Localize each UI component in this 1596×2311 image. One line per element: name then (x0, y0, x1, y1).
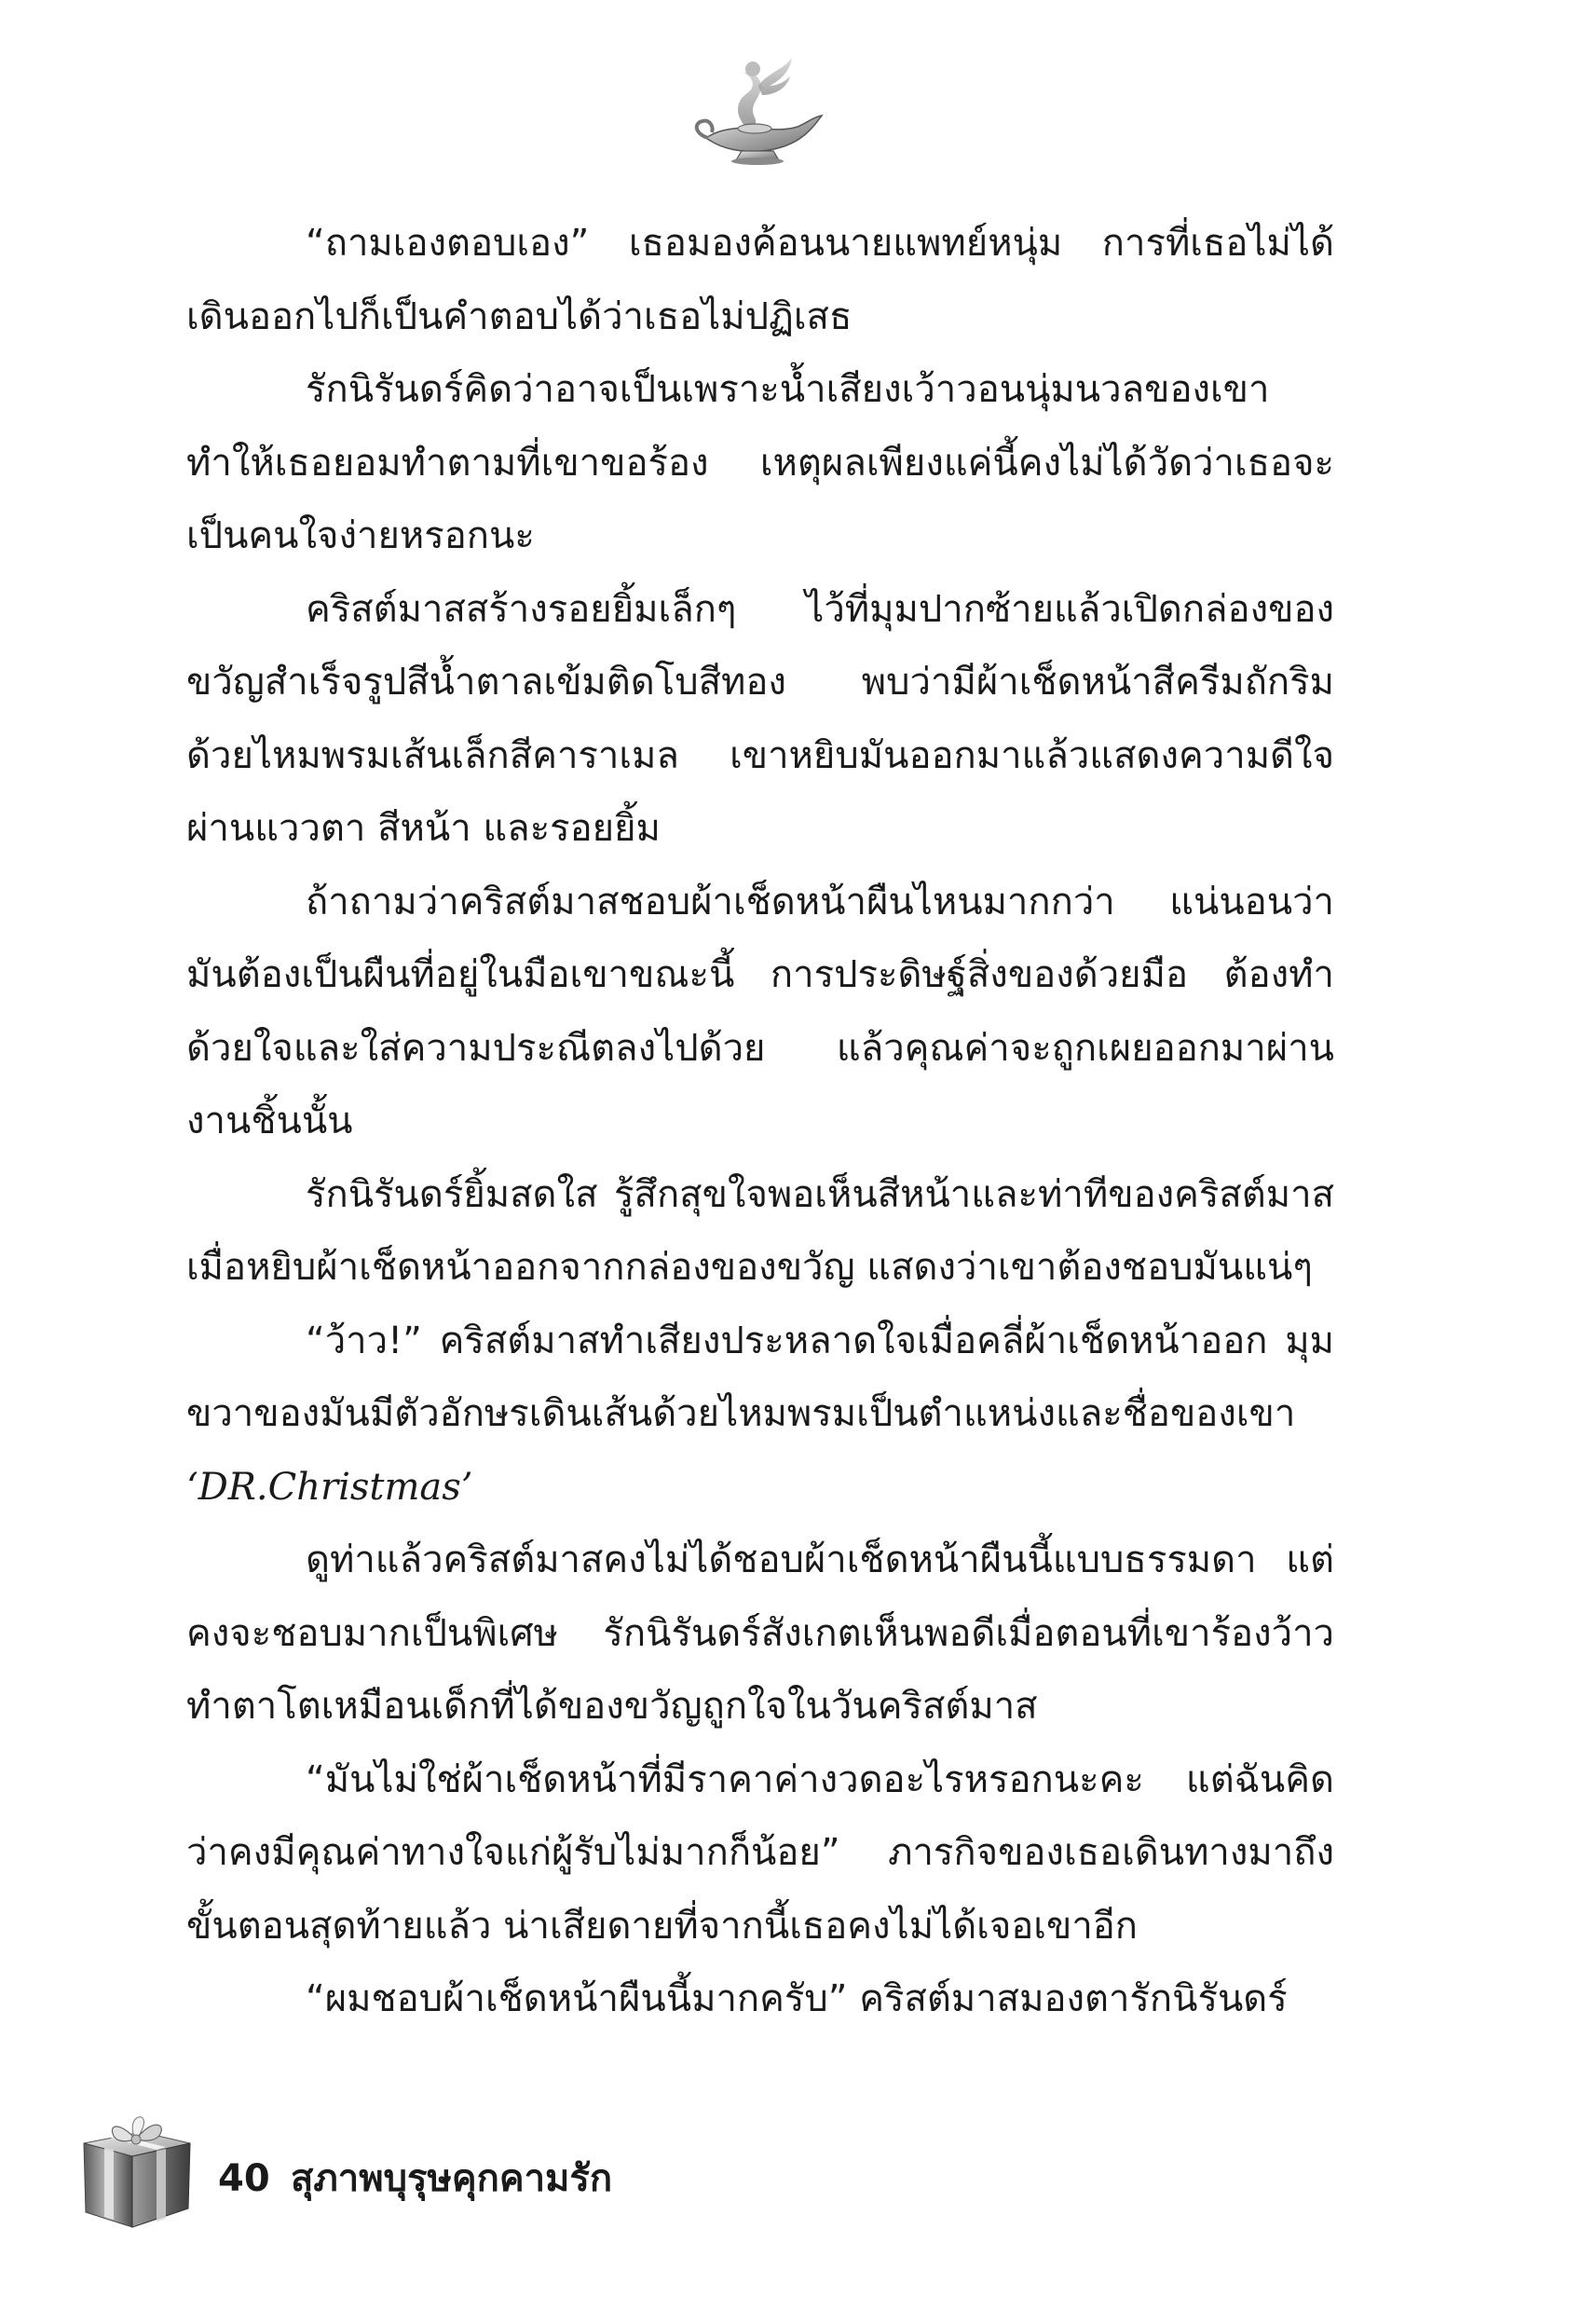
paragraph: ดูท่าแล้วคริสต์มาสคงไม่ได้ชอบผ้าเช็ดหน้าผืนนี้แบบธรรมดา แต่คงจะชอบมากเป็นพิเศษ รักนิรันดร์สังเกตเห็นพอดีเมื่อตอนที่เขาร้องว้าว ทำตาโตเหมือนเด็กที่ได้ของขวัญถูกใจในวันคริสต์มาส (186, 1538, 1334, 1728)
paragraph: “ถามเองตอบเอง” เธอมองค้อนนายแพทย์หนุ่ม การที่เธอไม่ได้เดินออกไปก็เป็นคำตอบได้ว่าเธอไม่ปฏิเสธ (186, 222, 1334, 338)
paragraph: ถ้าถามว่าคริสต์มาสชอบผ้าเช็ดหน้าผืนไหนมากกว่า แน่นอนว่ามันต้องเป็นผืนที่อยู่ในมือเขาขณะนี้ การประดิษฐ์สิ่งของด้วยมือ ต้องทำด้วยใจและใส่ความประณีตลงไปด้วย แล้วคุณค่าจะถูกเผยออกมาผ่านงานชิ้นนั้น (186, 880, 1334, 1142)
paragraph: “ผมชอบผ้าเช็ดหน้าผืนนี้มากครับ” คริสต์มาสมองตารักนิรันดร์ (306, 1977, 1288, 2020)
page-number: 40 (218, 2157, 270, 2200)
page-footer (76, 2104, 915, 2244)
genie-lamp-icon (688, 48, 827, 170)
paragraph: รักนิรันดร์ยิ้มสดใส รู้สึกสุขใจพอเห็นสีหน้าและท่าทีของคริสต์มาสเมื่อหยิบผ้าเช็ดหน้าออกจากกล่องของขวัญ แสดงว่าเขาต้องชอบมันแน่ๆ (186, 1172, 1334, 1289)
body-text (186, 207, 1334, 2036)
book-title: สุภาพบุรุษคุกคามรัก (291, 2157, 613, 2200)
paragraph-text: “ว้าว!” คริสต์มาสทำเสียงประหลาดใจเมื่อคลี่ผ้าเช็ดหน้าออก มุมขวาของมันมีตัวอักษรเดินเส้นด้วยไหมพรมเป็นตำแหน่งและชื่อของเขา (186, 1319, 1334, 1435)
gift-box-icon (76, 2104, 196, 2235)
paragraph: รักนิรันดร์คิดว่าอาจเป็นเพราะน้ำเสียงเว้าวอนนุ่มนวลของเขาทำให้เธอยอมทำตามที่เขาขอร้อง เหตุผลเพียงแค่นี้คงไม่ได้วัดว่าเธอจะเป็นคนใจง่ายหรอกนะ (186, 368, 1334, 557)
paragraph: “มันไม่ใช่ผ้าเช็ดหน้าที่มีราคาค่างวดอะไรหรอกนะคะ แต่ฉันคิดว่าคงมีคุณค่าทางใจแก่ผู้รับไม่มากก็น้อย” ภารกิจของเธอเดินทางมาถึงขั้นตอนสุดท้ายแล้ว น่าเสียดายที่จากนี้เธอคงไม่ได้เจอเขาอีก (186, 1757, 1334, 1948)
paragraph-with-embroidery (186, 1305, 1334, 1525)
paragraph: คริสต์มาสสร้างรอยยิ้มเล็กๆ ไว้ที่มุมปากซ้ายแล้วเปิดกล่องของขวัญสำเร็จรูปสีน้ำตาลเข้มติดโบสีทอง พบว่ามีผ้าเช็ดหน้าสีครีมถักริมด้วยไหมพรมเส้นเล็กสีคาราเมล เขาหยิบมันออกมาแล้วแสดงความดีใจผ่านแววตา สีหน้า และรอยยิ้ม (186, 587, 1334, 850)
embroidered-text: ‘DR.Christmas’ (186, 1465, 473, 1509)
